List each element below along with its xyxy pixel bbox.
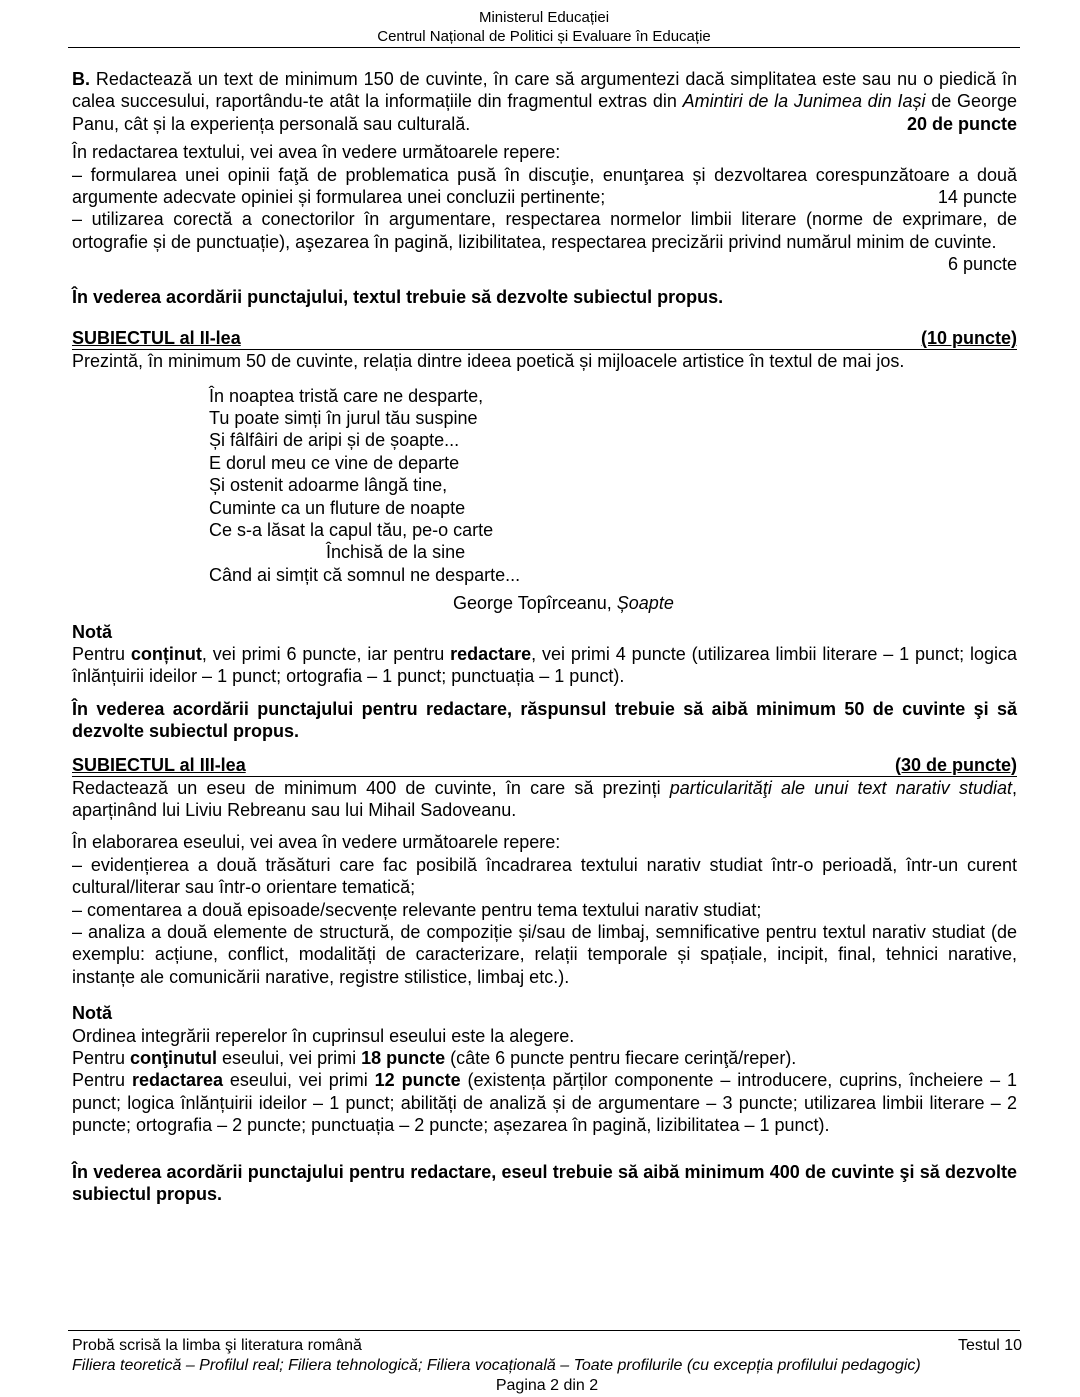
header-rule — [68, 47, 1020, 48]
note-text: Pentru — [72, 1070, 132, 1091]
task-text: , aparținând lui Liviu Rebreanu sau lui Mihail Sadoveanu. — [72, 777, 1017, 820]
subject-3-title: SUBIECTUL al III-lea — [72, 754, 246, 775]
footer-rule — [68, 1330, 1020, 1331]
book-title: Amintiri de la Junimea din Iași — [682, 91, 926, 112]
section-b-criterion-1: – formularea unei opinii faţă de problematica pusă în discuţie, enunţarea și dezvoltarea corespunzătoare a două argumente adecvate opiniei și formularea unei concluzii pertinente; — [72, 164, 1017, 208]
poem-line: Tu poate simți în jurul tău suspine — [209, 407, 478, 428]
section-b-label: B. — [72, 69, 90, 89]
note-redactare-word: redactare — [450, 643, 532, 664]
subject-3-note-content — [72, 1047, 1017, 1069]
poem-line: Închisă de la sine — [326, 542, 466, 563]
poem-line: În noaptea tristă care ne desparte, — [209, 385, 484, 406]
poem-line: Și fâlfâiri de aripi și de șoapte... — [209, 430, 460, 451]
subject-2-title: SUBIECTUL al II-lea — [72, 328, 241, 349]
subject-3-condition: În vederea acordării punctajului pentru redactare, eseul trebuie să aibă minimum 400 de cuvinte şi să dezvolte subiectul propus. — [72, 1161, 1017, 1205]
footer-branches: Filiera teoretică – Profilul real; Filiera tehnologică; Filiera vocațională – Toate profilurile (cu excepția profilului pedagogic) — [72, 1357, 921, 1374]
note-text: eseului, vei primi — [223, 1070, 375, 1091]
subject-2-title-row — [72, 328, 1017, 350]
poem-attribution — [453, 592, 1017, 614]
poem — [209, 385, 1017, 587]
subject-2-condition: În vederea acordării punctajului pentru redactare, răspunsul trebuie să aibă minimum 50 de cuvinte şi să dezvolte subiectul propus. — [72, 698, 1017, 742]
poem-line: Cuminte ca un fluture de noapte — [209, 497, 466, 518]
subject-3-note-order: Ordinea integrării reperelor în cuprinsul eseului este la alegere. — [72, 1025, 575, 1046]
content-points: 18 puncte — [361, 1048, 446, 1069]
section-b-criterion-2: – utilizarea corectă a conectorilor în argumentare, respectarea normelor limbii literare (norme de exprimare, de ortografie și de punctuație), aşezarea în pagină, lizibilitatea, respectarea precizării privind numărul minim de cuvinte. — [72, 209, 1017, 252]
note-text: Pentru — [72, 643, 131, 664]
footer-exam: Probă scrisă la limba şi literatura română — [72, 1337, 362, 1354]
section-b-text-end: de George Panu, cât și la experiența personală sau culturală. — [72, 91, 1018, 134]
poem-line: E dorul meu ce vine de departe — [209, 452, 460, 473]
subject-3-points: (30 de puncte) — [894, 754, 1017, 775]
note-text: , vei primi 6 puncte, iar pentru — [201, 643, 451, 664]
note-text: eseului, vei primi — [217, 1048, 362, 1069]
poem-line: Și ostenit adoarme lângă tine, — [209, 475, 448, 496]
note-text: (existența părților componente – introducere, cuprins, încheiere – 1 punct; logica înlănțuirii ideilor – 1 punct; abilități de analiză și de argumentare – 3 puncte; utilizarea limbii literare – 2 puncte; ortografia – 2 puncte; punctuația – 2 puncte; așezarea în pagină, lizibilitatea – 1 punct). — [72, 1070, 1017, 1136]
note-content-word: conținut — [130, 643, 202, 664]
subject-3-intro: În elaborarea eseului, vei avea în vedere următoarele repere: — [72, 832, 561, 853]
subject-3-note-redact — [72, 1069, 1017, 1136]
task-italic: particularităţi ale unui text narativ studiat — [669, 777, 1012, 798]
content-word: conţinutul — [130, 1048, 218, 1069]
poem-line: Când ai simțit că somnul ne desparte... — [209, 564, 521, 585]
redact-points: 12 puncte — [374, 1070, 461, 1091]
section-b-text: Redactează un text de minimum 150 de cuvinte, în care să argumentezi dacă simplitatea este sau nu o piedică în calea succesului, raportându-te atât la informațiile din fragmentul extras din — [72, 69, 1017, 112]
section-b-intro: În redactarea textului, vei avea în vedere următoarele repere: — [72, 142, 561, 163]
page-footer — [72, 1336, 1022, 1396]
poem-title: Șoapte — [616, 593, 674, 614]
poem-line: Ce s-a lăsat la capul tău, pe-o carte — [209, 519, 494, 540]
subject-2-task: Prezintă, în minimum 50 de cuvinte, relația dintre ideea poetică și mijloacele artistice în textul de mai jos. — [72, 351, 905, 372]
subject-3-criterion: – analiza a două elemente de structură, de compoziție și/sau de limbaj, semnificative pentru textul narativ studiat (de exemplu: acțiune, conflict, modalități de caracterizare, relații temporale și spațiale, incipit, final, tehnici narative, instanțe ale comunicării narative, registre stilistice, limbaj etc.). — [72, 922, 1017, 987]
redact-word: redactarea — [131, 1070, 224, 1091]
note-text: (câte 6 puncte pentru fiecare cerinţă/reper). — [445, 1048, 797, 1069]
ministry-name: Ministerul Educației — [478, 9, 610, 26]
subject-3-criterion: – comentarea a două episoade/secvențe relevante pentru tema textului narativ studiat; — [72, 899, 762, 920]
page-header — [68, 8, 1020, 46]
subject-3-note-title: Notă — [72, 1003, 112, 1024]
footer-page-number: Pagina 2 din 2 — [495, 1377, 599, 1394]
note-text: Pentru — [72, 1048, 131, 1069]
subject-2-note-title: Notă — [72, 621, 112, 642]
section-b-points: 20 de puncte — [906, 113, 1017, 134]
subject-2-note — [72, 643, 1017, 688]
center-name: Centrul Național de Politici și Evaluare în Educație — [377, 28, 711, 45]
footer-top-row — [72, 1336, 1022, 1356]
subject-2-points: (10 puncte) — [920, 328, 1017, 349]
section-b-condition: În vederea acordării punctajului, textul trebuie să dezvolte subiectul propus. — [72, 286, 724, 307]
page-content — [72, 68, 1017, 1206]
subject-3-task — [72, 777, 1017, 822]
footer-test: Testul 10 — [957, 1337, 1022, 1354]
poem-author: George Topîrceanu, — [453, 593, 617, 614]
note-text: , vei primi 4 puncte (utilizarea limbii literare – 1 punct; logica înlănțuirii ideilor – 1 punct; ortografia – 1 punct; punctuația – 1 punct). — [72, 643, 1017, 687]
subject-3-title-row — [72, 755, 1017, 777]
task-text: Redactează un eseu de minimum 400 de cuvinte, în care să prezinți — [72, 777, 670, 798]
section-b-criterion-2-points: 6 puncte — [947, 254, 1017, 275]
section-b-criterion-1-points: 14 puncte — [937, 187, 1017, 208]
subject-3-criterion: – evidențierea a două trăsături care fac posibilă încadrarea textului narativ studiat într-o perioadă, într-un curent cultural/literar sau într-o orientare tematică; — [72, 854, 1017, 898]
